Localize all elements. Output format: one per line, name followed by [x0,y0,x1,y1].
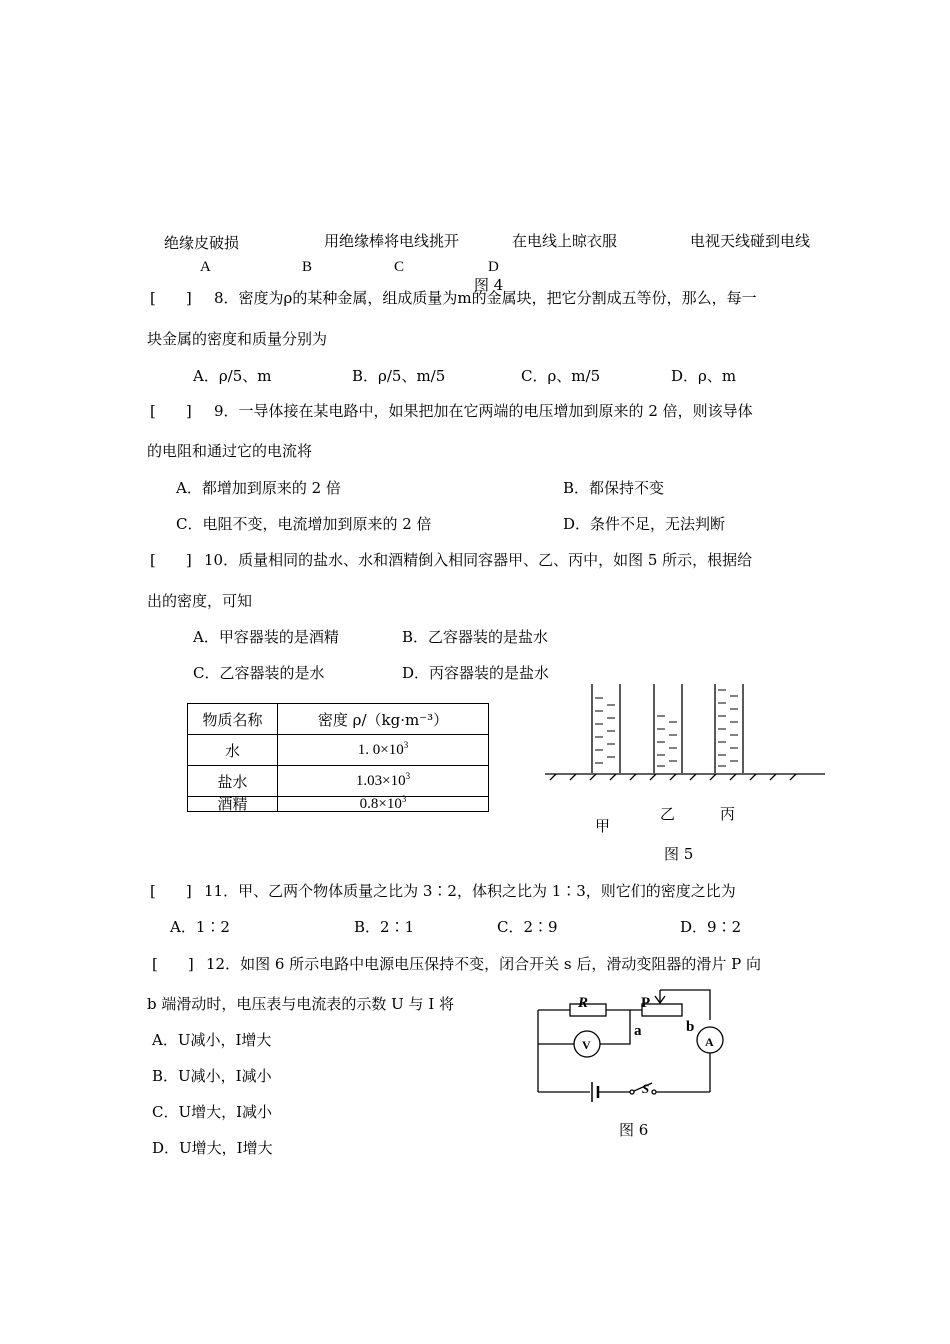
table-cell-name: 盐水 [188,766,278,797]
q10-stem-cont: 出的密度，可知 [147,592,253,610]
table-cell-density: 1. $0\times 10^3$ [278,735,489,766]
q9-stem-cont: 的电阻和通过它的电流将 [147,442,313,460]
table-cell-density: $1.03\times 10^3$ [278,766,489,797]
fig4-letter-a: A [200,259,211,275]
fig4-caption-c: 在电线上晾衣服 [512,232,618,250]
fig4-caption-b: 用绝缘棒将电线挑开 [324,232,460,250]
density-table [187,703,489,812]
table-row [188,766,489,797]
fig4-label: 图 4 [474,276,504,294]
fig6-label-s: S [642,1081,650,1096]
q10-option-a: A．甲容器装的是酒精 [193,628,339,646]
q8-stem: 8．密度为ρ的某种金属，组成质量为m的金属块，把它分割成五等份，那么，每一 [214,289,757,307]
q12-option-a: A．U减小，I增大 [152,1031,272,1049]
q11-option-a: A．1∶2 [170,918,230,936]
q9-option-d: D．条件不足，无法判断 [563,515,726,533]
fig4-caption-a: 绝缘皮破损 [164,234,240,252]
q12-option-c: C．U增大，I减小 [152,1103,273,1121]
q9-option-c: C．电阻不变，电流增加到原来的 2 倍 [176,515,432,533]
fig5-label: 图 5 [664,845,694,863]
q11-option-d: D．9∶2 [680,918,742,936]
q9-bracket: [ ] [150,402,192,420]
fig6-label: 图 6 [619,1121,649,1139]
fig4-letter-d: D [488,259,499,275]
table-header-name: 物质名称 [188,704,278,735]
q12-stem-cont: b 端滑动时，电压表与电流表的示数 U 与 I 将 [147,995,455,1013]
q12-option-b: B．U减小，I减小 [152,1067,272,1085]
q12-bracket: [ ] [152,955,194,973]
voltmeter-icon: V [582,1038,591,1052]
fig4-caption-d: 电视天线碰到电线 [690,232,811,250]
q11-option-c: C．2∶9 [497,918,558,936]
table-header-density: 密度 ρ/（kg·m⁻³） [278,704,489,735]
table-row [188,704,489,735]
q9-stem: 9．一导体接在某电路中，如果把加在它两端的电压增加到原来的 2 倍，则该导体 [214,402,753,420]
fig6-label-b: b [686,1019,695,1035]
fig4-letter-b: B [302,259,313,275]
fig6-label-a: a [634,1023,642,1039]
q8-option-d: D．ρ、m [671,367,737,385]
table-row [188,797,489,812]
fig5-diagram [540,676,830,786]
q10-option-c: C．乙容器装的是水 [193,664,325,682]
q12-stem: 12．如图 6 所示电路中电源电压保持不变，闭合开关 s 后，滑动变阻器的滑片 P 向 [206,955,762,973]
q8-stem-cont: 块金属的密度和质量分别为 [147,330,328,348]
q10-option-b: B．乙容器装的是盐水 [402,628,549,646]
table-cell-name: 水 [188,735,278,766]
ammeter-icon: A [705,1035,714,1049]
fig6-circuit [530,980,730,1110]
q9-option-b: B．都保持不变 [563,479,665,497]
fig5-label-jia: 甲 [595,817,611,835]
q8-bracket: [ ] [150,289,192,307]
q11-bracket: [ ] [150,882,192,900]
fig6-label-p: P [641,995,651,1011]
fig4-letter-c: C [394,259,405,275]
fig5-label-yi: 乙 [660,805,676,823]
q10-bracket: [ ] [150,551,192,569]
q12-option-d: D．U增大，I增大 [152,1139,273,1157]
fig5-label-bing: 丙 [720,805,736,823]
table-cell-name: 酒精 [188,797,278,812]
q9-option-a: A．都增加到原来的 2 倍 [176,479,341,497]
q8-option-c: C．ρ、m/5 [521,367,601,385]
table-row [188,735,489,766]
q10-option-d: D．丙容器装的是盐水 [402,664,550,682]
q8-option-b: B．ρ/5、m/5 [352,367,446,385]
q11-option-b: B．2∶1 [354,918,415,936]
table-cell-density: $0.8\times 10^3$ [278,797,489,812]
fig6-label-r: R [578,995,589,1011]
q10-stem: 10．质量相同的盐水、水和酒精倒入相同容器甲、乙、丙中，如图 5 所示，根据给 [204,551,753,569]
q8-option-a: A．ρ/5、m [193,367,272,385]
q11-stem: 11．甲、乙两个物体质量之比为 3∶2，体积之比为 1∶3，则它们的密度之比为 [204,882,736,900]
